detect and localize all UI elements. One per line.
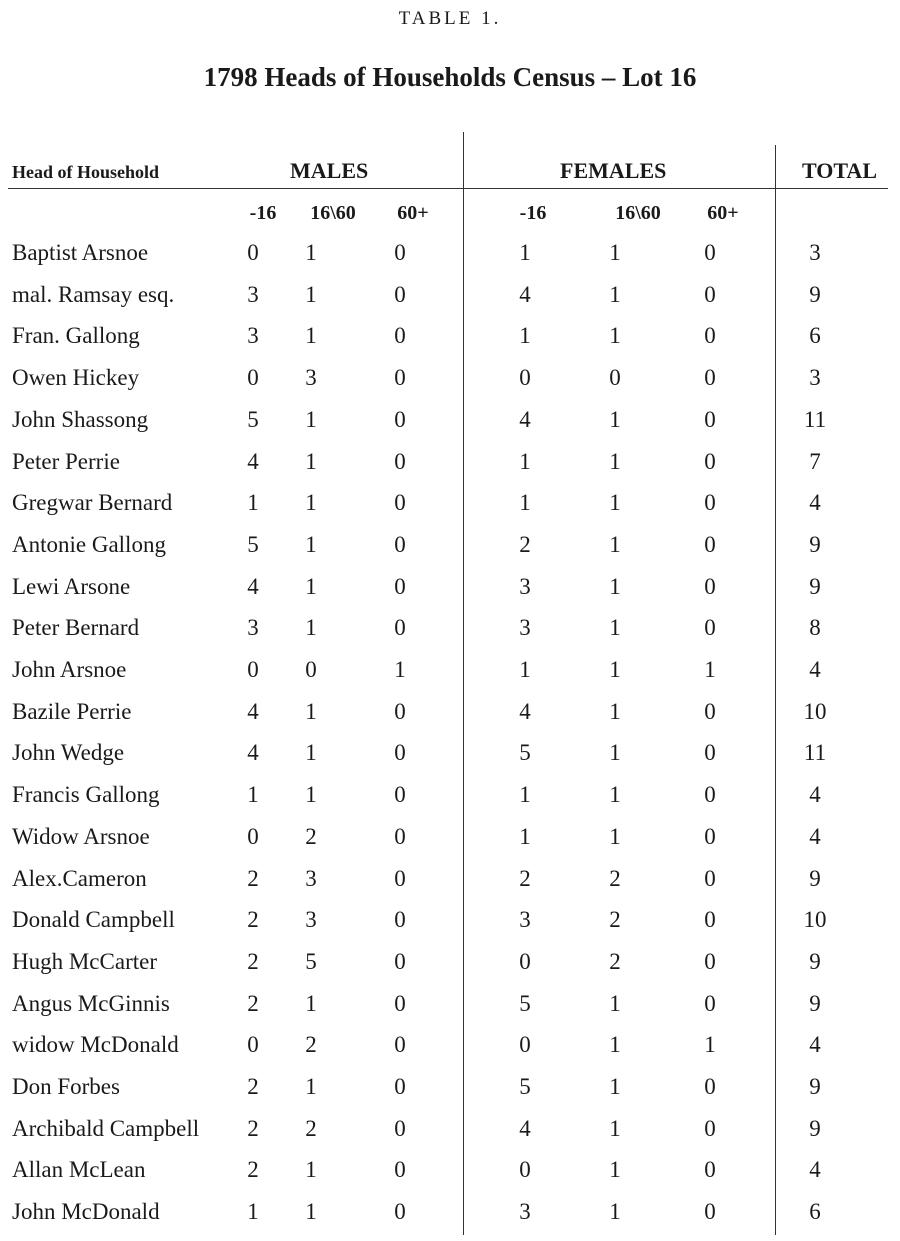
- cell-females-16-60: 1: [609, 991, 621, 1016]
- cell-males-under-16: 0: [247, 240, 259, 265]
- cell-males-16-60: 2: [305, 1032, 317, 1057]
- cell-females-60-plus: 0: [704, 949, 716, 974]
- cell-females-under-16: 1: [519, 782, 531, 807]
- cell-males-under-16: 0: [247, 657, 259, 682]
- cell-head-of-household: Widow Arsnoe: [12, 824, 150, 849]
- cell-head-of-household: Don Forbes: [12, 1074, 120, 1099]
- cell-head-of-household: Bazile Perrie: [12, 699, 132, 724]
- cell-head-of-household: mal. Ramsay esq.: [12, 282, 175, 307]
- cell-males-16-60: 1: [305, 740, 317, 765]
- cell-head-of-household: Francis Gallong: [12, 782, 160, 807]
- cell-females-60-plus: 0: [704, 365, 716, 390]
- cell-females-16-60: 1: [609, 449, 621, 474]
- cell-females-under-16: 3: [519, 574, 531, 599]
- cell-females-under-16: 3: [519, 1199, 531, 1224]
- cell-males-60-plus: 0: [394, 740, 406, 765]
- cell-males-under-16: 4: [247, 449, 259, 474]
- subheader-females-60-plus: 60+: [707, 202, 739, 224]
- cell-females-60-plus: 0: [704, 866, 716, 891]
- cell-females-16-60: 1: [609, 1157, 621, 1182]
- cell-head-of-household: Peter Bernard: [12, 615, 140, 640]
- cell-females-60-plus: 0: [704, 490, 716, 515]
- cell-head-of-household: Gregwar Bernard: [12, 490, 173, 515]
- cell-total: 6: [809, 1199, 821, 1224]
- cell-females-under-16: 1: [519, 824, 531, 849]
- subheader-males-16-60: 16\60: [310, 202, 356, 224]
- cell-head-of-household: Lewi Arsone: [12, 574, 131, 599]
- cell-females-under-16: 1: [519, 657, 531, 682]
- cell-females-60-plus: 1: [704, 1032, 716, 1057]
- females-total-divider: [775, 145, 776, 1235]
- cell-males-16-60: 1: [305, 407, 317, 432]
- cell-females-16-60: 1: [609, 574, 621, 599]
- cell-head-of-household: Baptist Arsnoe: [12, 240, 149, 265]
- cell-females-under-16: 4: [519, 699, 531, 724]
- cell-females-60-plus: 0: [704, 782, 716, 807]
- cell-males-60-plus: 0: [394, 365, 406, 390]
- cell-males-16-60: 2: [305, 1116, 317, 1141]
- cell-males-60-plus: 0: [394, 282, 406, 307]
- cell-males-under-16: 4: [247, 740, 259, 765]
- cell-males-60-plus: 0: [394, 532, 406, 557]
- cell-males-16-60: 0: [305, 657, 317, 682]
- cell-males-60-plus: 0: [394, 1199, 406, 1224]
- cell-males-under-16: 2: [247, 991, 259, 1016]
- cell-males-60-plus: 0: [394, 407, 406, 432]
- cell-females-16-60: 1: [609, 657, 621, 682]
- cell-total: 10: [803, 907, 827, 932]
- cell-females-under-16: 0: [519, 1157, 531, 1182]
- cell-males-under-16: 2: [247, 1116, 259, 1141]
- cell-males-60-plus: 0: [394, 949, 406, 974]
- subheader-females-under-16: -16: [519, 202, 547, 224]
- cell-head-of-household: Donald Campbell: [12, 907, 175, 932]
- cell-total: 4: [809, 490, 821, 515]
- cell-females-under-16: 5: [519, 740, 531, 765]
- cell-total: 9: [809, 991, 821, 1016]
- cell-females-under-16: 2: [519, 866, 531, 891]
- cell-males-16-60: 1: [305, 1157, 317, 1182]
- cell-females-60-plus: 1: [704, 657, 716, 682]
- cell-males-under-16: 3: [247, 282, 259, 307]
- cell-males-60-plus: 1: [394, 657, 406, 682]
- cell-head-of-household: Archibald Campbell: [12, 1116, 200, 1141]
- cell-males-16-60: 3: [305, 866, 317, 891]
- cell-females-16-60: 1: [609, 1074, 621, 1099]
- cell-males-16-60: 1: [305, 699, 317, 724]
- cell-females-60-plus: 0: [704, 323, 716, 348]
- cell-males-16-60: 1: [305, 282, 317, 307]
- cell-females-60-plus: 0: [704, 240, 716, 265]
- cell-males-under-16: 2: [247, 949, 259, 974]
- cell-males-60-plus: 0: [394, 449, 406, 474]
- header-head-of-household: Head of Household: [12, 162, 160, 182]
- cell-total: 4: [809, 782, 821, 807]
- cell-head-of-household: John Arsnoe: [12, 657, 127, 682]
- cell-females-60-plus: 0: [704, 740, 716, 765]
- cell-females-under-16: 1: [519, 323, 531, 348]
- cell-females-under-16: 0: [519, 365, 531, 390]
- cell-males-16-60: 1: [305, 323, 317, 348]
- cell-females-under-16: 5: [519, 991, 531, 1016]
- cell-males-60-plus: 0: [394, 866, 406, 891]
- cell-females-60-plus: 0: [704, 532, 716, 557]
- cell-females-60-plus: 0: [704, 907, 716, 932]
- cell-head-of-household: Fran. Gallong: [12, 323, 140, 348]
- cell-females-under-16: 0: [519, 1032, 531, 1057]
- cell-head-of-household: Allan McLean: [12, 1157, 146, 1182]
- cell-females-60-plus: 0: [704, 407, 716, 432]
- cell-total: 6: [809, 323, 821, 348]
- cell-head-of-household: Owen Hickey: [12, 365, 140, 390]
- cell-males-60-plus: 0: [394, 240, 406, 265]
- cell-males-16-60: 1: [305, 490, 317, 515]
- cell-females-16-60: 1: [609, 740, 621, 765]
- cell-females-16-60: 1: [609, 1032, 621, 1057]
- cell-total: 4: [809, 1157, 821, 1182]
- cell-females-60-plus: 0: [704, 449, 716, 474]
- cell-females-under-16: 3: [519, 907, 531, 932]
- cell-males-16-60: 1: [305, 574, 317, 599]
- cell-head-of-household: John Shassong: [12, 407, 149, 432]
- cell-males-60-plus: 0: [394, 1032, 406, 1057]
- cell-total: 9: [809, 574, 821, 599]
- cell-head-of-household: John Wedge: [12, 740, 125, 765]
- cell-males-60-plus: 0: [394, 615, 406, 640]
- cell-females-under-16: 3: [519, 615, 531, 640]
- cell-males-60-plus: 0: [394, 1116, 406, 1141]
- cell-females-16-60: 1: [609, 282, 621, 307]
- cell-total: 4: [809, 824, 821, 849]
- cell-head-of-household: Alex.Cameron: [12, 866, 147, 891]
- cell-total: 9: [809, 1116, 821, 1141]
- cell-females-60-plus: 0: [704, 991, 716, 1016]
- cell-females-under-16: 4: [519, 1116, 531, 1141]
- cell-males-16-60: 1: [305, 1074, 317, 1099]
- cell-females-16-60: 2: [609, 866, 621, 891]
- cell-females-16-60: 1: [609, 407, 621, 432]
- cell-head-of-household: widow McDonald: [12, 1032, 179, 1057]
- cell-total: 8: [809, 615, 821, 640]
- cell-total: 7: [809, 449, 821, 474]
- cell-females-16-60: 1: [609, 240, 621, 265]
- cell-males-16-60: 1: [305, 615, 317, 640]
- subheader-males-60-plus: 60+: [397, 202, 429, 224]
- cell-males-60-plus: 0: [394, 699, 406, 724]
- cell-females-under-16: 4: [519, 407, 531, 432]
- cell-females-16-60: 1: [609, 615, 621, 640]
- cell-males-60-plus: 0: [394, 907, 406, 932]
- cell-females-16-60: 1: [609, 824, 621, 849]
- cell-head-of-household: Angus McGinnis: [12, 991, 170, 1016]
- cell-total: 4: [809, 657, 821, 682]
- cell-males-under-16: 0: [247, 1032, 259, 1057]
- cell-females-60-plus: 0: [704, 1199, 716, 1224]
- cell-females-under-16: 1: [519, 449, 531, 474]
- cell-females-60-plus: 0: [704, 1116, 716, 1141]
- cell-males-16-60: 3: [305, 365, 317, 390]
- cell-males-16-60: 2: [305, 824, 317, 849]
- cell-females-under-16: 5: [519, 1074, 531, 1099]
- cell-males-under-16: 2: [247, 1157, 259, 1182]
- cell-total: 9: [809, 282, 821, 307]
- cell-females-16-60: 2: [609, 907, 621, 932]
- cell-males-under-16: 4: [247, 699, 259, 724]
- cell-males-under-16: 1: [247, 490, 259, 515]
- cell-males-16-60: 1: [305, 1199, 317, 1224]
- cell-head-of-household: John McDonald: [12, 1199, 160, 1224]
- cell-males-60-plus: 0: [394, 824, 406, 849]
- cell-females-60-plus: 0: [704, 824, 716, 849]
- cell-females-under-16: 1: [519, 240, 531, 265]
- cell-males-under-16: 2: [247, 907, 259, 932]
- cell-females-16-60: 1: [609, 532, 621, 557]
- cell-males-16-60: 1: [305, 532, 317, 557]
- cell-total: 3: [809, 240, 821, 265]
- cell-females-under-16: 4: [519, 282, 531, 307]
- cell-males-16-60: 3: [305, 907, 317, 932]
- cell-males-16-60: 1: [305, 991, 317, 1016]
- cell-females-16-60: 1: [609, 490, 621, 515]
- cell-females-60-plus: 0: [704, 282, 716, 307]
- cell-females-60-plus: 0: [704, 1157, 716, 1182]
- cell-males-16-60: 5: [305, 949, 317, 974]
- cell-males-under-16: 2: [247, 866, 259, 891]
- cell-males-60-plus: 0: [394, 490, 406, 515]
- cell-males-16-60: 1: [305, 782, 317, 807]
- header-females: FEMALES: [560, 158, 667, 183]
- cell-males-under-16: 3: [247, 323, 259, 348]
- cell-males-under-16: 1: [247, 782, 259, 807]
- cell-total: 4: [809, 1032, 821, 1057]
- cell-females-60-plus: 0: [704, 1074, 716, 1099]
- cell-males-60-plus: 0: [394, 1157, 406, 1182]
- cell-total: 11: [803, 740, 827, 765]
- cell-females-16-60: 1: [609, 699, 621, 724]
- cell-females-60-plus: 0: [704, 574, 716, 599]
- cell-males-60-plus: 0: [394, 991, 406, 1016]
- subheader-males-under-16: -16: [249, 202, 277, 224]
- cell-males-60-plus: 0: [394, 1074, 406, 1099]
- cell-males-60-plus: 0: [394, 782, 406, 807]
- cell-females-60-plus: 0: [704, 699, 716, 724]
- cell-females-16-60: 2: [609, 949, 621, 974]
- cell-total: 11: [803, 407, 827, 432]
- cell-males-under-16: 5: [247, 407, 259, 432]
- cell-males-under-16: 0: [247, 824, 259, 849]
- cell-females-16-60: 0: [609, 365, 621, 390]
- cell-males-under-16: 0: [247, 365, 259, 390]
- cell-females-16-60: 1: [609, 1116, 621, 1141]
- cell-males-16-60: 1: [305, 449, 317, 474]
- cell-total: 9: [809, 949, 821, 974]
- cell-total: 9: [809, 866, 821, 891]
- cell-males-under-16: 2: [247, 1074, 259, 1099]
- cell-males-under-16: 3: [247, 615, 259, 640]
- table-title: 1798 Heads of Households Census – Lot 16: [203, 62, 697, 92]
- header-total: TOTAL: [802, 158, 877, 183]
- cell-females-under-16: 0: [519, 949, 531, 974]
- cell-females-under-16: 2: [519, 532, 531, 557]
- cell-males-under-16: 1: [247, 1199, 259, 1224]
- cell-total: 3: [809, 365, 821, 390]
- cell-head-of-household: Hugh McCarter: [12, 949, 157, 974]
- cell-head-of-household: Peter Perrie: [12, 449, 120, 474]
- cell-males-60-plus: 0: [394, 323, 406, 348]
- cell-total: 9: [809, 1074, 821, 1099]
- cell-females-16-60: 1: [609, 782, 621, 807]
- table-label: TABLE 1.: [398, 8, 502, 29]
- cell-males-16-60: 1: [305, 240, 317, 265]
- header-males: MALES: [290, 158, 369, 183]
- header-rule: [8, 188, 888, 189]
- cell-males-under-16: 5: [247, 532, 259, 557]
- cell-females-16-60: 1: [609, 1199, 621, 1224]
- cell-females-16-60: 1: [609, 323, 621, 348]
- cell-head-of-household: Antonie Gallong: [12, 532, 166, 557]
- subheader-females-16-60: 16\60: [615, 202, 661, 224]
- males-females-divider: [463, 132, 464, 1235]
- cell-total: 9: [809, 532, 821, 557]
- cell-males-60-plus: 0: [394, 574, 406, 599]
- cell-males-under-16: 4: [247, 574, 259, 599]
- cell-females-60-plus: 0: [704, 615, 716, 640]
- cell-total: 10: [803, 699, 827, 724]
- cell-females-under-16: 1: [519, 490, 531, 515]
